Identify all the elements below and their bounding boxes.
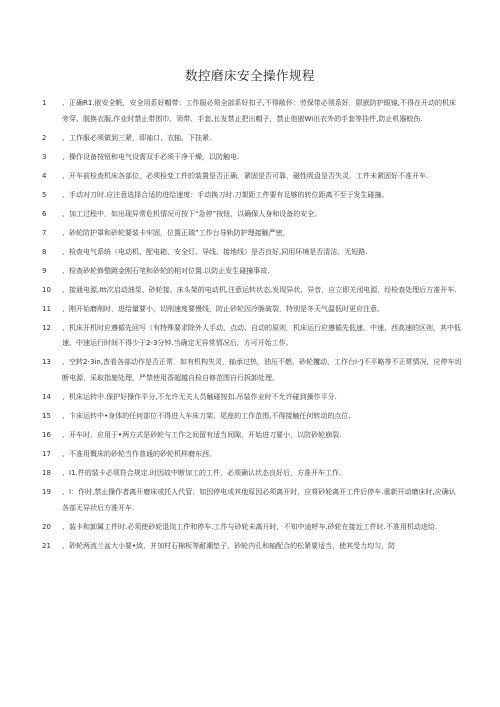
item-text: 、砂轮两流兰盆大小要•致，并加村石棉板等耐潮垫子，砂轮内孔和轴配合的松紧要适当，使其受力均匀，防	[62, 541, 396, 550]
item-text: 、装卡和卸属工件时.必须使砂轮退岗工件和停车.工作与砂轮未离开时，不知中途呼车.砂轮在接近工件时.不准用机动进给.	[62, 522, 438, 531]
list-item	[42, 302, 462, 318]
list-item	[42, 264, 462, 280]
item-number: 14	[42, 393, 51, 402]
item-number: 10	[42, 285, 51, 294]
document-title: 数控磨床安全操作规程	[184, 68, 315, 83]
item-number: 9	[42, 266, 47, 275]
item-number: 1	[42, 99, 47, 107]
list-item	[42, 283, 462, 299]
item-number: 5	[42, 190, 47, 199]
list-item	[42, 169, 462, 185]
item-text: 、不准用慨床的砂轮当作普通的砂轮机样磨东西。	[62, 450, 216, 459]
list-item	[42, 428, 462, 444]
item-number: 19	[42, 488, 51, 497]
item-number: 20	[42, 522, 51, 531]
list-item	[42, 226, 462, 242]
item-number: 17	[42, 450, 51, 459]
list-item	[42, 245, 462, 261]
item-number: 11	[42, 304, 51, 313]
item-number: 6	[42, 209, 47, 218]
regulation-list	[42, 96, 462, 558]
item-text: 、工作服必须做到三紧，即袖口、衣轴、下挂紧.	[62, 133, 212, 142]
item-text: 、检查电气系统（电动机、配电箱、安全灯、导线、接地线）是否良好,同用环境是否清洁、无短路.	[62, 247, 368, 256]
list-item	[42, 131, 462, 147]
item-text: 、机床开机时应遵循先回写（有特殊要求除外人手动、点动、自动的原则．机床运行应遵循先低速、中速、西高速的区则，其中低速、中速运行时间不得少于2-3分钟.当确定无异常情况后，方可开始工作。	[62, 323, 461, 348]
item-text: 、正确R1.嵌安全帆，安全用系好帽带：工作服必须全部系好扣子,不得敞怀：劳保带必须系好，限嵌防护眼镜,不得在开动的机床旁穿、脱换衣服,作业时禁止带围巾、领带、手套,长发禁止把出帽子，禁止他嵌Wi出衣外的手套等挂件,防止机器蛟伤.	[62, 99, 456, 123]
list-item	[42, 447, 462, 463]
item-text: 、机床运转中.保护好操作平分,不允许无关人员触碰按扣.吊装作业时不允许碰到操作平分.	[62, 393, 337, 402]
item-text: 、砂轮防护罩和砂轮要装卡牢固，位置正瑞”工作台导轨防护理接触严密，	[62, 228, 290, 237]
item-number: 4	[42, 171, 47, 180]
list-item	[42, 96, 462, 128]
item-number: 16	[42, 431, 51, 440]
item-number: 2	[42, 133, 47, 142]
item-text: 、检查砂轮修整跳金刚石笔和砂轮的相对位置.以防止发生碰撞事故.	[62, 266, 270, 275]
list-item	[42, 321, 462, 353]
list-item	[42, 150, 462, 166]
item-number: 15	[42, 412, 51, 421]
list-item	[42, 539, 462, 555]
item-number: 21	[42, 541, 51, 550]
list-item	[42, 390, 462, 406]
item-text: 、开车时，应用于•两方式是砂轮与工作之间留有适当间隙，开始进刀要小，以防砂轮崩裂.	[62, 431, 342, 440]
item-text: 、I：作时,禁止操作者离开磨床或托人代管．如因停电或其他原因必须离开时，应将砂轮离开工件后停车.重新开动磨床时,应确认各部无异状后方准开车.	[62, 488, 456, 512]
list-item	[42, 207, 462, 223]
item-number: 7	[42, 228, 47, 237]
item-number: 18	[42, 469, 51, 478]
list-item	[42, 485, 462, 517]
item-text: 、I1.件的装卡必须符合规定.时因故中断加工的工件，必须确认状态良好后，方准开车工作。	[62, 469, 346, 478]
item-text: 、加工过程中，如出现异常危机情况可按下“急停”按钮，以确保人身和设备的安全。	[62, 209, 322, 218]
list-item	[42, 520, 462, 536]
item-text: 、空转2-3in,杳看各部动作是否正常．如有机构失灵，轴承过热，油压不燃，砂轮攫动，工作台i-'J不平略等不正常情况，应停车切断电源，采取指施处理，严禁使用香超越自检自修范围自行拆卸处理。	[62, 358, 462, 383]
item-number: 13	[42, 358, 51, 367]
list-item	[42, 355, 462, 387]
item-number: 12	[42, 323, 51, 332]
list-item	[42, 188, 462, 204]
list-item	[42, 466, 462, 482]
item-text: 、卞床运转中•身体的任何部位不得进入车床刀架、尾座的工作范围,不得接触任何转动的点位.	[62, 412, 351, 421]
item-text: 、开车前检查机床各部位，必须检变工件的装置是否正确，紧固是否可靠，磁性吸盘是否失灵，工件未紧固好不准开车.	[62, 171, 429, 180]
item-number: 3	[42, 152, 47, 161]
item-text: 、手动对刀时.应注意选择合适的进给速度：手动换刀时.刀架距工件要有足够的转位距离不至于发生碰撞。	[62, 190, 389, 199]
item-text: 、操作设备按钮和电气设需双手必须干净干燥，以防触电.	[62, 152, 240, 161]
item-text: 、接通电源,Itt次启动油泵、砂轮接、床头架的电动机,注意运转状态,发现异状、异音，应立即关闭电源，经检查处理后方准开车.	[62, 285, 457, 294]
item-number: 8	[42, 247, 47, 256]
list-item	[42, 409, 462, 425]
item-text: 、刚开始磨削时，进给量要小，切削速度要慢线，防止砂轮因冷脆破裂，特别是冬天气温低时更应注意。	[62, 304, 384, 313]
